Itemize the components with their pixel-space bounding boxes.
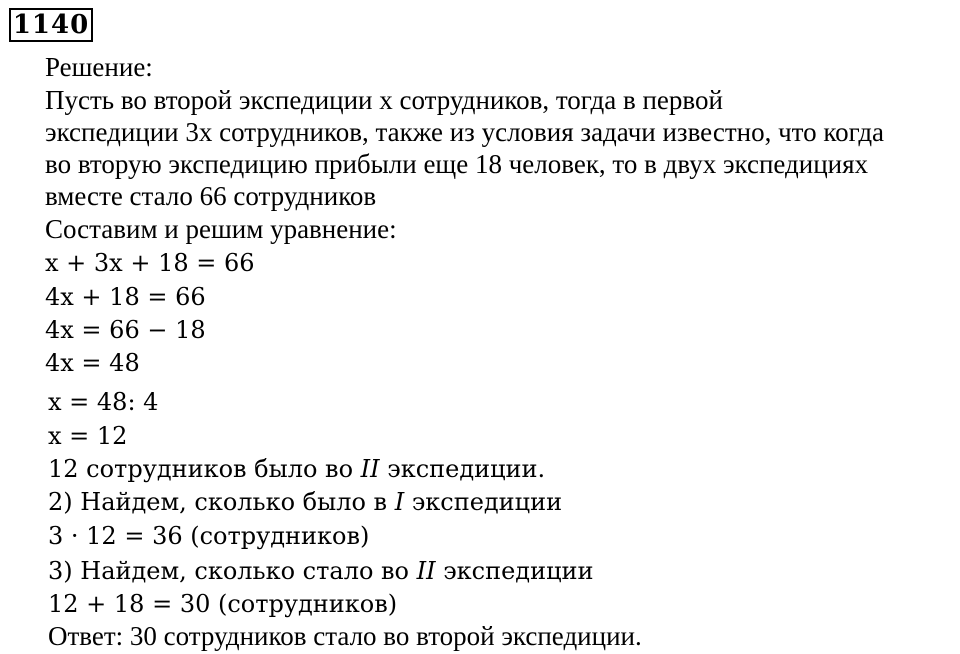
- problem-number-badge: 1140: [9, 8, 93, 42]
- answer-line: Ответ: 30 сотрудников стало во второй экспедиции.: [48, 621, 642, 651]
- equation-line-2: 4x + 18 = 66: [45, 283, 206, 311]
- result-line-1-text-b: экспедиции.: [379, 455, 546, 483]
- condition-line-4: вместе стало 66 сотрудников: [45, 181, 377, 211]
- step-3-text-b: экспедиции: [435, 557, 594, 585]
- calculation-line-3: 12 + 18 = 30 (сотрудников): [48, 590, 398, 618]
- roman-numeral: II: [416, 557, 436, 585]
- equation-line-3: 4x = 66 − 18: [45, 316, 206, 344]
- compose-equation-line: Составим и решим уравнение:: [45, 214, 397, 244]
- calculation-line-2: 3 · 12 = 36 (сотрудников): [48, 522, 370, 550]
- condition-line-1: Пусть во второй экспедиции x сотрудников, тогда в первой: [45, 85, 723, 115]
- equation-line-1: x + 3x + 18 = 66: [45, 249, 255, 277]
- condition-line-2: экспедиции 3x сотрудников, также из условия задачи известно, что когда: [45, 117, 885, 147]
- result-line-1: [48, 453, 545, 485]
- condition-line-3: во вторую экспедицию прибыли еще 18 человек, то в двух экспедициях: [45, 149, 869, 179]
- step-3-text-a: 3) Найдем, сколько стало во: [48, 557, 417, 585]
- step-3-line: [48, 555, 594, 587]
- equation-line-6: x = 12: [48, 422, 128, 450]
- solution-heading: Решение:: [45, 52, 153, 82]
- roman-numeral: II: [360, 455, 380, 483]
- step-2-line: [48, 486, 562, 518]
- equation-line-5: x = 48: 4: [48, 388, 159, 416]
- equation-line-4: 4x = 48: [45, 349, 140, 377]
- step-2-text-b: экспедиции: [404, 488, 563, 516]
- roman-numeral: I: [394, 488, 405, 516]
- result-line-1-text-a: 12 сотрудников было во: [48, 455, 361, 483]
- step-2-text-a: 2) Найдем, сколько было в: [48, 488, 395, 516]
